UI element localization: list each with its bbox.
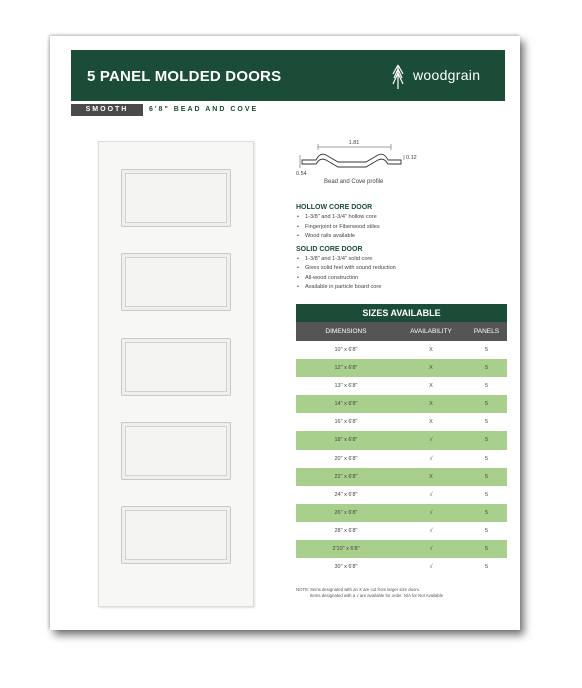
dimension-cell: 13" x 6'8": [334, 383, 358, 390]
dimension-cell: 22" x 6'8": [334, 473, 358, 480]
panels-cell: 5: [484, 347, 489, 353]
dimension-cell: 10" x 6'8": [334, 347, 358, 353]
table-row: [296, 395, 507, 413]
list-item: • Gives solid feel with sound reduction: [296, 264, 496, 274]
availability-cell: √: [429, 455, 433, 462]
availability-cell: √: [429, 509, 433, 516]
column-header-panels: PANELS: [473, 328, 500, 335]
availability-cell: √: [429, 546, 433, 553]
table-row: [296, 468, 507, 486]
door-panel: [121, 422, 231, 480]
solid-core-heading: SOLID CORE DOOR: [296, 245, 363, 253]
panels-cell: 5: [484, 455, 489, 462]
dimension-cell: 2'10" x 6'8": [332, 546, 360, 553]
subheader-bar: [71, 104, 505, 116]
panels-cell: 5: [484, 401, 489, 408]
availability-cell: √: [429, 491, 433, 498]
panels-cell: 5: [484, 509, 489, 516]
spec-list: [296, 200, 496, 297]
column-header-dimensions: DIMENSIONS: [325, 328, 367, 335]
availability-cell: X: [429, 347, 433, 353]
availability-cell: X: [429, 473, 433, 480]
table-row: [296, 450, 507, 468]
table-row: [296, 558, 507, 576]
solid-core-list: [296, 255, 496, 293]
dimension-cell: 16" x 6'8": [334, 419, 358, 426]
list-item: • All-wood construction: [296, 274, 496, 284]
profile-width-label: 1.81: [348, 140, 360, 146]
panels-cell: 5: [484, 365, 489, 372]
sizes-table-title: SIZES AVAILABLE: [296, 304, 507, 322]
profile-depth-label: 0.54: [296, 171, 307, 177]
dimension-cell: 28" x 6'8": [334, 527, 358, 534]
sizes-table: [296, 304, 507, 576]
availability-cell: √: [429, 527, 433, 534]
list-item: • Fingerjoint or Fiberwood stiles: [296, 223, 496, 233]
availability-cell: X: [429, 383, 433, 390]
footnote-line: NOTE: Items designated with an X are cut from larger size doors.: [296, 587, 421, 592]
panels-cell: 5: [484, 491, 489, 498]
table-row: [296, 522, 507, 540]
table-row: [296, 540, 507, 558]
footnote-line: Items designated with a √ are available for order. N/A for Not Available: [310, 592, 444, 598]
list-item: • 1-3/8" and 1-3/4" hollow core: [296, 213, 496, 223]
dimension-cell: 12" x 6'8": [334, 365, 358, 372]
table-row: [296, 504, 507, 522]
dimension-cell: 24" x 6'8": [334, 491, 358, 498]
page-title: 5 PANEL MOLDED DOORS: [87, 68, 282, 85]
list-item: • Available in particle board core: [296, 283, 496, 293]
dimension-cell: 26" x 6'8": [334, 509, 358, 516]
panels-cell: 5: [484, 437, 489, 444]
brand-logo: [391, 64, 501, 90]
list-item: • Wood rails available: [296, 232, 496, 242]
hollow-core-heading: HOLLOW CORE DOOR: [296, 204, 373, 211]
table-row: [296, 359, 507, 377]
door-panel: [121, 506, 231, 564]
hollow-core-list: [296, 213, 496, 242]
door-panel: [121, 169, 231, 227]
availability-cell: √: [429, 564, 433, 571]
door-panel: [121, 253, 231, 311]
panels-cell: 5: [484, 564, 489, 571]
dimension-cell: 30" x 6'8": [334, 564, 358, 571]
panels-cell: 5: [484, 546, 489, 553]
table-row: [296, 341, 507, 359]
panels-cell: 5: [484, 527, 489, 534]
panels-cell: 5: [484, 383, 489, 390]
panels-cell: 5: [484, 473, 489, 480]
door-image: [98, 141, 254, 607]
panels-cell: 5: [484, 419, 489, 426]
table-row: [296, 431, 507, 449]
profile-thickness-label: 0.12: [406, 155, 417, 161]
product-sheet: [50, 36, 520, 630]
finish-label: SMOOTH: [71, 104, 143, 116]
availability-cell: X: [429, 401, 433, 408]
table-row: [296, 486, 507, 504]
header-banner: [71, 50, 505, 101]
availability-cell: √: [429, 437, 433, 444]
dimension-cell: 20" x 6'8": [334, 455, 358, 462]
sizes-table-header: [296, 322, 507, 341]
availability-cell: X: [429, 365, 433, 372]
logo-wordmark: woodgrain: [413, 67, 481, 83]
door-panel: [121, 338, 231, 396]
tree-icon: [391, 64, 405, 90]
profile-caption: Bead and Cove profile: [324, 179, 384, 185]
dimension-cell: 18" x 6'8": [334, 437, 358, 444]
table-row: [296, 377, 507, 395]
profile-detail-label: 6'8" BEAD AND COVE: [149, 106, 259, 113]
dimension-cell: 14" x 6'8": [334, 401, 358, 408]
column-header-availability: AVAILABILITY: [410, 328, 452, 335]
table-row: [296, 413, 507, 431]
footnote: [296, 587, 507, 598]
list-item: • 1-3/8" and 1-3/4" solid core: [296, 255, 496, 265]
availability-cell: X: [429, 419, 433, 426]
